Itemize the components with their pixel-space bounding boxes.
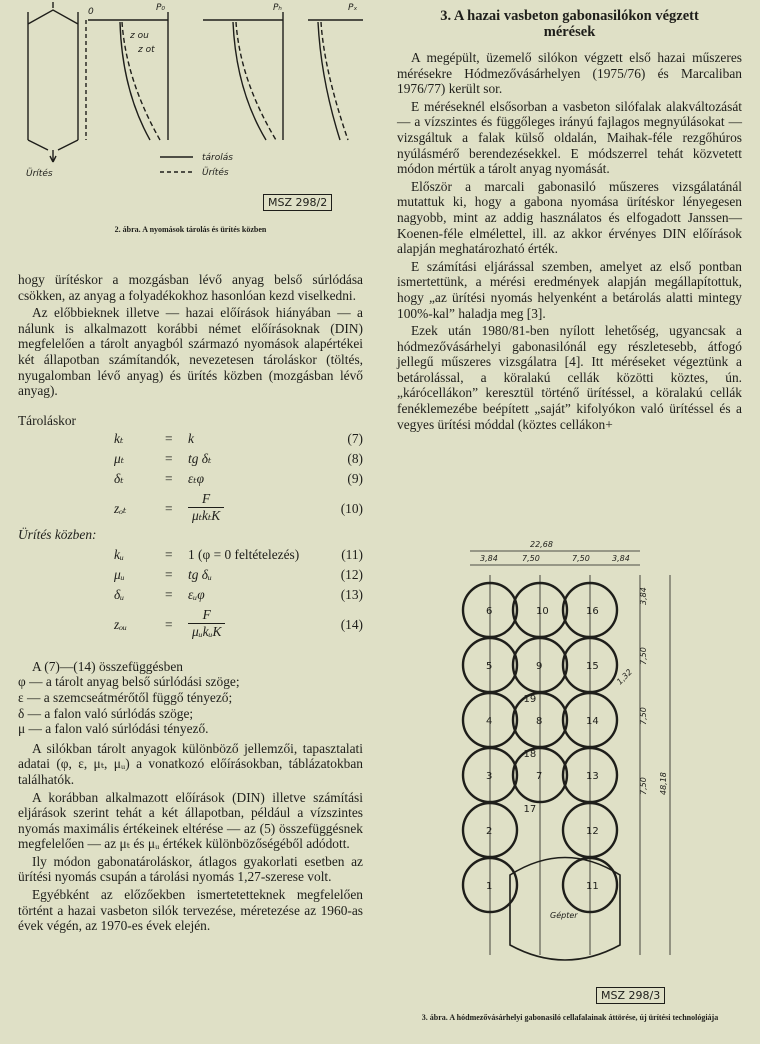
left-para-4: A korábban alkalmazott előírások (DIN) illetve számítási eljárások szerint tehát a két állapotban, például a vízszintes nyomás maximális értékeinek eltérése — az (5) összefüggésnek megfelelően — az μₜ és μᵤ értékek különbözőségéből adódott. [18, 789, 363, 852]
silo-cell-label: 14 [586, 716, 599, 727]
figure-3-drawing [410, 535, 750, 975]
silo-cell-label: 4 [486, 716, 493, 727]
fig3-dim-top: 7,50 [572, 554, 590, 563]
figure-2 [18, 0, 363, 240]
figure-3-badge: MSZ 298/3 [596, 987, 665, 1004]
fig2-zou-label: z ou [130, 31, 149, 41]
silo-cell-label: 7 [536, 771, 543, 782]
section-heading: 3. A hazai vasbeton gabonasilókon végzett mérések [440, 8, 699, 40]
definition-item: φ — a tárolt anyag belső súrlódási szöge; [18, 674, 240, 690]
fig2-o-label: 0 [88, 7, 94, 17]
formula-10: zₒₜ = $\frac{F}{\text{μₜkₜK}}$ (10) [114, 490, 363, 523]
left-para-2: Az előbbieknek illetve — hazai előírások hiányában — a nálunk is alkalmazott korábbi német előírásoknak (DIN) megfelelően a tárolt anyagból származó nyomások alapértékei két állapotban számítandók, nevezetesen tároláskor (töltés, nyugalomban lévő anyag) és ürítés közben (mozgásban lévő anyag). [18, 305, 363, 399]
right-para-3: Először a marcali gabonasiló műszeres vizsgálatánál mutattuk ki, hogy a gabona nyomása ürítéskor lényegesen nagyobb, mint az addig használatos és elfogadott Janssen—Koenen-féle elmélettel, ill. az akkor érvényes DIN előírások alapján meghatározható érték. [397, 178, 742, 257]
fig3-angle-label: 1,32 [615, 667, 635, 687]
figure-3 [410, 535, 750, 1040]
silo-cell-label: 19 [523, 694, 537, 705]
right-para-5: Ezek után 1980/81-ben nyílott lehetőség, ugyancsak a hódmezővásárhelyi gabonasilónál egy részletesebb, átfogó jellegű műszeres vizsgálatra [4]. Itt méréseket végeztünk a betárolással, a köralakú cellák közötti köztes, ún. „kárócellákon” keresztül történő ürítéssel, a köralakú cellák fenéklemezébe beépített „saját” kifolyókon való ürítéssel és a vegyes ürítési móddal (köztes cellákon+ [397, 323, 742, 432]
fig3-dim-top: 3,84 [480, 554, 498, 563]
fig2-zot-label: z ot [138, 45, 155, 55]
figure-2-caption: 2. ábra. A nyomások tárolás és ürítés közben [114, 225, 267, 234]
fig2-ph-label: Pₕ [273, 3, 283, 13]
silo-cell-label: 10 [536, 606, 549, 617]
formula-12: μᵤ = tg δᵤ (12) [114, 566, 363, 582]
definitions-intro: A (7)—(14) összefüggésben [32, 658, 183, 674]
formula-9: δₜ = εₜφ (9) [114, 470, 363, 486]
tarolaskor-label: Tároláskor [18, 412, 77, 428]
figure-2-drawing [18, 0, 363, 200]
fig2-legend-tarolas: tárolás [202, 153, 233, 163]
fig2-px-label: Pₓ [348, 3, 358, 13]
right-para-1: A megépült, üzemelő silókon végzett első hazai műszeres mérésekre Hódmezővásárhelyen (1975/76) és Marcaliban 1976/77) került sor. [397, 50, 742, 97]
fig3-dim-top: 3,84 [612, 554, 630, 563]
fig3-dim-right: 7,50 [639, 707, 648, 725]
definition-item: ε — a szemcseátmérőtől függő tényező; [18, 689, 233, 705]
fig3-gepter-label: Gépter [550, 911, 578, 920]
silo-cell-label: 9 [536, 661, 543, 672]
silo-cell-label: 13 [586, 771, 599, 782]
fig3-dim-right-total: 48,18 [659, 772, 668, 795]
silo-cell-label: 18 [523, 749, 537, 760]
fig3-total-dim: 22,68 [530, 540, 553, 549]
formula-11: kᵤ = 1 (φ = 0 feltételezés) (11) [114, 546, 363, 562]
fig2-urites-label: Ürítés [26, 169, 53, 179]
urites-kozben-label: Ürítés közben: [18, 526, 97, 542]
silo-cell-label: 15 [586, 661, 599, 672]
silo-cell-label: 2 [486, 826, 493, 837]
formula-8: μₜ = tg δₜ (8) [114, 450, 363, 466]
silo-cell-label: 1 [486, 881, 493, 892]
right-para-4: E számítási eljárással szemben, amelyet az első pontban ismertettünk, a mérési eredmények alapján megállapítottuk, hogy „az ürítési nyomás helyenként a betárolás alatti mintegy 100%-kal” haladja meg [3]. [397, 258, 742, 321]
silo-cell-label: 8 [536, 716, 543, 727]
fig2-legend-urites: Ürítés [202, 168, 229, 178]
formula-block-tarolas [18, 413, 363, 643]
left-para-5: Ily módon gabonatároláskor, átlagos gyakorlati esetben az ürítési nyomás csupán a tárolási nyomás 1,27-szerese volt. [18, 853, 363, 885]
silo-cell-label: 16 [586, 606, 599, 617]
figure-3-caption: 3. ábra. A hódmezővásárhelyi gabonasiló cellafalainak áttörése, új ürítési technológiája [421, 1013, 719, 1022]
silo-cell-label: 12 [586, 826, 599, 837]
definition-item: μ — a falon való súrlódási tényező. [18, 721, 209, 737]
left-para-6: Egyébként az előzőekben ismertetetteknek megfelelően történt a hazai vasbeton silók tervezése, méretezése az 1960-as évek végén, az 1970-es évek elején. [18, 887, 363, 934]
fig3-dim-top: 7,50 [522, 554, 540, 563]
fig2-po-label: P₀ [156, 3, 166, 13]
left-para-1: hogy ürítéskor a mozgásban lévő anyag belső súrlódása csökken, az anyag a folyadékokhoz hasonlóan kezd viselkedni. [18, 272, 363, 303]
left-column [18, 272, 363, 934]
fig3-dim-right: 7,50 [639, 777, 648, 795]
silo-cell-label: 11 [586, 881, 599, 892]
formula-13: δᵤ = εᵤφ (13) [114, 586, 363, 602]
fig3-dim-right: 7,50 [639, 647, 648, 665]
formula-14: zₒᵤ = $\frac{F}{\text{μᵤkᵤK}}$ (14) [114, 606, 363, 639]
right-column [397, 8, 742, 432]
silo-cell-label: 17 [523, 804, 537, 815]
fig3-dim-right: 3,84 [639, 587, 648, 605]
left-para-3: A silókban tárolt anyagok különböző jellemzői, tapasztalati adatai (φ, ε, μₜ, μᵤ) a vonatkozó előírásokban, táblázatokban találhatók. [18, 740, 363, 787]
silo-cell-label: 5 [486, 661, 493, 672]
definition-item: δ — a falon való súrlódás szöge; [18, 705, 194, 721]
definitions-list [18, 659, 363, 737]
figure-2-badge: MSZ 298/2 [263, 194, 332, 211]
silo-cell-label: 6 [486, 606, 493, 617]
right-para-2: E méréseknél elsősorban a vasbeton silófalak alakváltozását — a vízszintes és függőleges irányú fajlagos megnyúlásokat — vizsgáltuk a falak külső oldalán, Maihak-féle rezgőhúros nyúlásmérő berendezésekkel. E módszerrel tehát közvetett módon mértük a tárolt anyag nyomását. [397, 98, 742, 177]
formula-7: kₜ = k (7) [114, 430, 363, 446]
silo-cell-label: 3 [486, 771, 493, 782]
